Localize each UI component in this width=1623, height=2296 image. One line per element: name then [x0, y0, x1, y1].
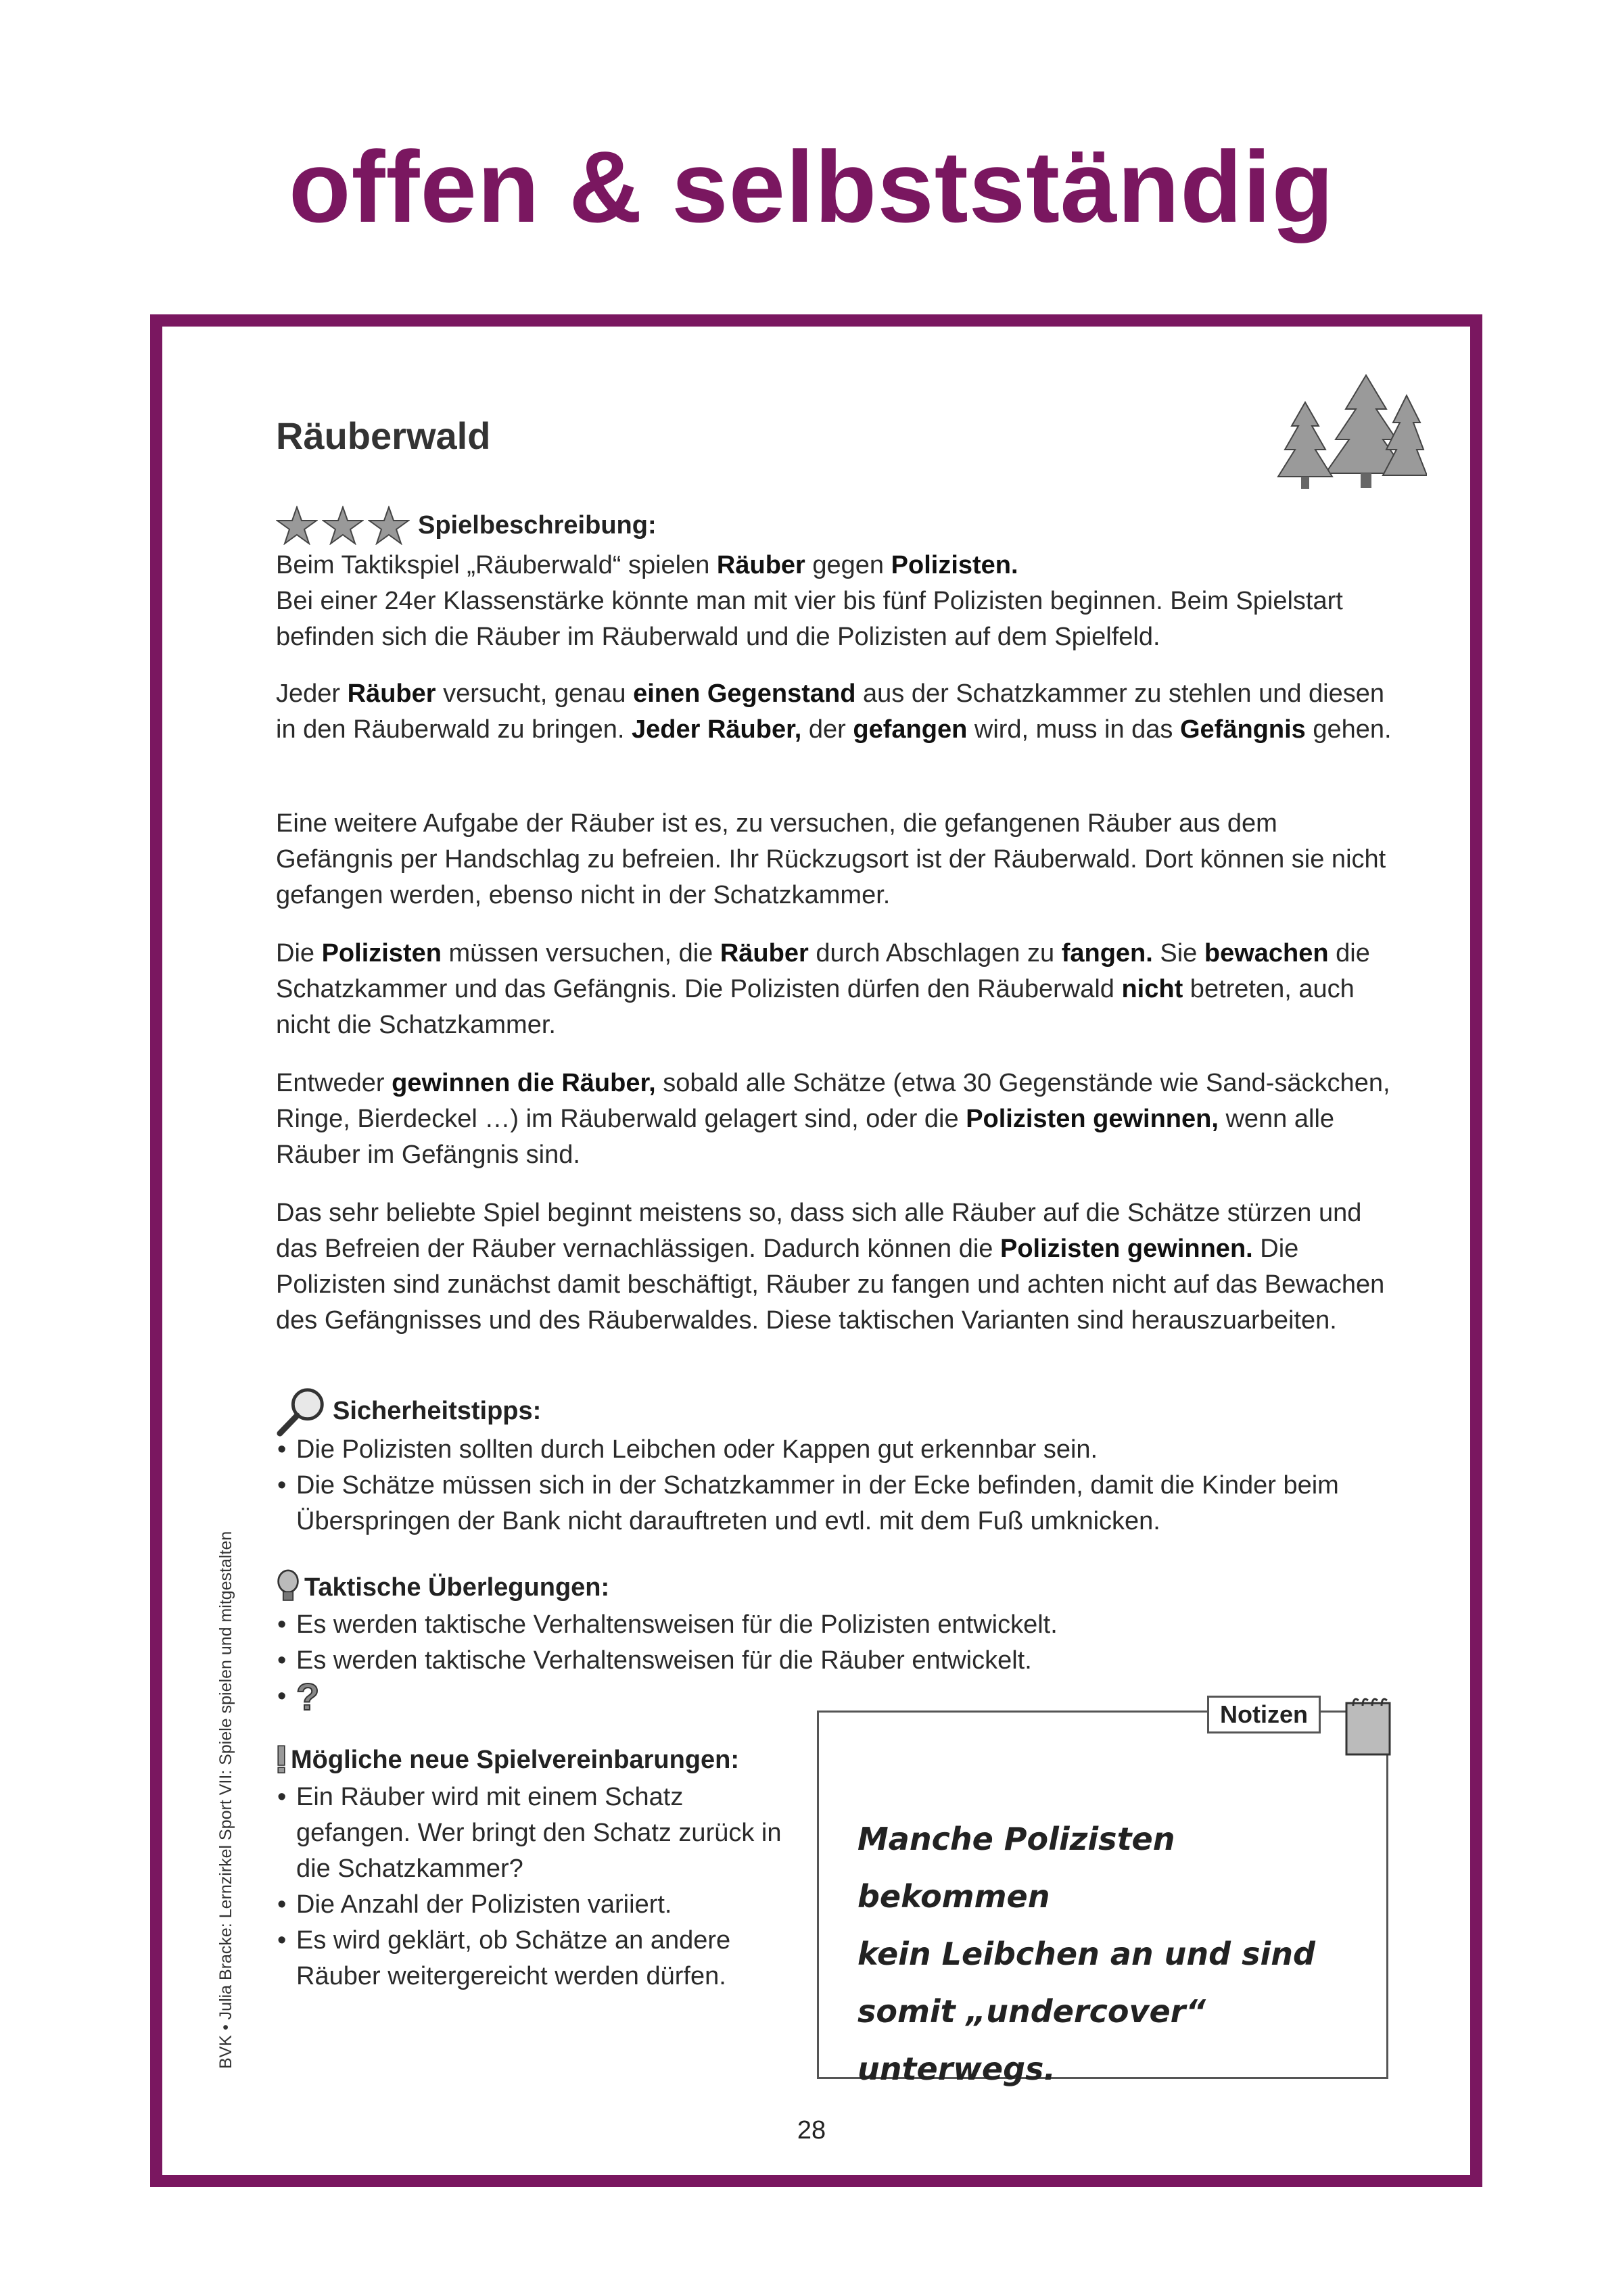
star-icon [322, 506, 364, 545]
new-rules-heading: Mögliche neue Spielvereinbarungen: [291, 1745, 740, 1774]
notes-line: Manche Polizisten bekommen [857, 1821, 1175, 1915]
tactics-heading-row [276, 1569, 1392, 1606]
list-item: • Die Anzahl der Polizisten variiert. [276, 1887, 790, 1923]
description-paragraph-3: Eine weitere Aufgabe der Räuber ist es, zu versuchen, die gefangenen Räuber aus dem Gefängnis per Handschlag zu befreien. Ihr Rückzugsort ist der Räuberwald. Dort können sie nicht gefangen werden, ebenso nicht in der Schatzkammer. [276, 809, 1386, 909]
safety-list [276, 1432, 1392, 1539]
notes-handwritten-text [857, 1811, 1371, 2098]
list-item: • Die Schätze müssen sich in der Schatzkammer in der Ecke befinden, damit die Kinder beim Überspringen der Bank nicht darauftreten und evtl. mit dem Fuß umknicken. [276, 1468, 1392, 1539]
list-item: • Ein Räuber wird mit einem Schatz gefangen. Wer bringt den Schatz zurück in die Schatzkammer? [276, 1779, 790, 1887]
pine-trees-icon [1265, 362, 1427, 497]
notes-label: Notizen [1207, 1696, 1321, 1733]
list-item: • Es werden taktische Verhaltensweisen für die Räuber entwickelt. [276, 1643, 1392, 1679]
description-paragraph-6: Das sehr beliebte Spiel beginnt meistens so, dass sich alle Räuber auf die Schätze stürzen und das Befreien der Räuber vernachlässigen. Dadurch können die Polizisten gewinnen. Die Polizisten sind zunächst damit beschäftigt, Räuber zu fangen und achten nicht auf das Bewachen des Gefängnisses und des Räuberwaldes. Diese taktischen Varianten sind herauszuarbeiten. [276, 1199, 1385, 1335]
description-paragraph-5: Entweder gewinnen die Räuber, sobald alle Schätze (etwa 30 Gegenstände wie Sand-säckchen, Ringe, Bierdeckel …) im Räuberwald gelagert sind, oder die Polizisten gewinnen, wenn alle Räuber im Gefängnis sind. [276, 1069, 1390, 1169]
exclamation-icon [276, 1743, 287, 1777]
page-number: 28 [797, 2116, 826, 2145]
description-paragraph-2: Jeder Räuber versucht, genau einen Gegenstand aus der Schatzkammer zu stehlen und diesen in den Räuberwald zu bringen. Jeder Räuber, der gefangen wird, muss in das Gefängnis gehen. [276, 679, 1392, 744]
game-title: Räuberwald [276, 414, 491, 457]
description-heading: Spielbeschreibung: [418, 510, 657, 540]
list-item: • Es werden taktische Verhaltensweisen für die Polizisten entwickelt. [276, 1607, 1392, 1643]
star-icon [368, 506, 410, 545]
safety-heading: Sicherheitstipps: [333, 1396, 542, 1425]
list-item: • Es wird geklärt, ob Schätze an andere Räuber weitergereicht werden dürfen. [276, 1923, 790, 1994]
description-paragraph-1: Beim Taktikspiel „Räuberwald“ spielen Räuber gegen Polizisten. Bei einer 24er Klassenstärke könnte man mit vier bis fünf Polizisten beginnen. Beim Spielstart befinden sich die Räuber im Räuberwald und die Polizisten auf dem Spielfeld. [276, 551, 1343, 651]
star-icon [276, 506, 318, 545]
page-header-title: offen & selbstständig [288, 130, 1335, 243]
magnifier-icon [276, 1385, 329, 1437]
tactics-heading: Taktische Überlegungen: [304, 1573, 610, 1602]
side-credit: BVK • Julia Bracke: Lernzirkel Sport VII: Spiele spielen und mitgestalten [216, 1531, 235, 2069]
notepad-icon [1342, 1694, 1393, 1758]
notes-line: kein Leibchen an und sind [857, 1936, 1315, 1972]
lightbulb-icon [276, 1569, 300, 1606]
description-paragraph-4: Die Polizisten müssen versuchen, die Räuber durch Abschlagen zu fangen. Sie bewachen die Schatzkammer und das Gefängnis. Die Polizisten dürfen den Räuberwald nicht betreten, auch nicht die Schatzkammer. [276, 939, 1370, 1039]
difficulty-stars [276, 506, 410, 545]
list-item: • Die Polizisten sollten durch Leibchen oder Kappen gut erkennbar sein. [276, 1432, 1392, 1468]
safety-heading-row [276, 1385, 1392, 1437]
question-mark-icon: ? [296, 1675, 320, 1718]
notes-line: somit „undercover“ unterwegs. [857, 1993, 1206, 2087]
new-rules-heading-row [276, 1743, 790, 1777]
new-rules-list [276, 1779, 790, 1994]
description-heading-row [276, 506, 1392, 545]
